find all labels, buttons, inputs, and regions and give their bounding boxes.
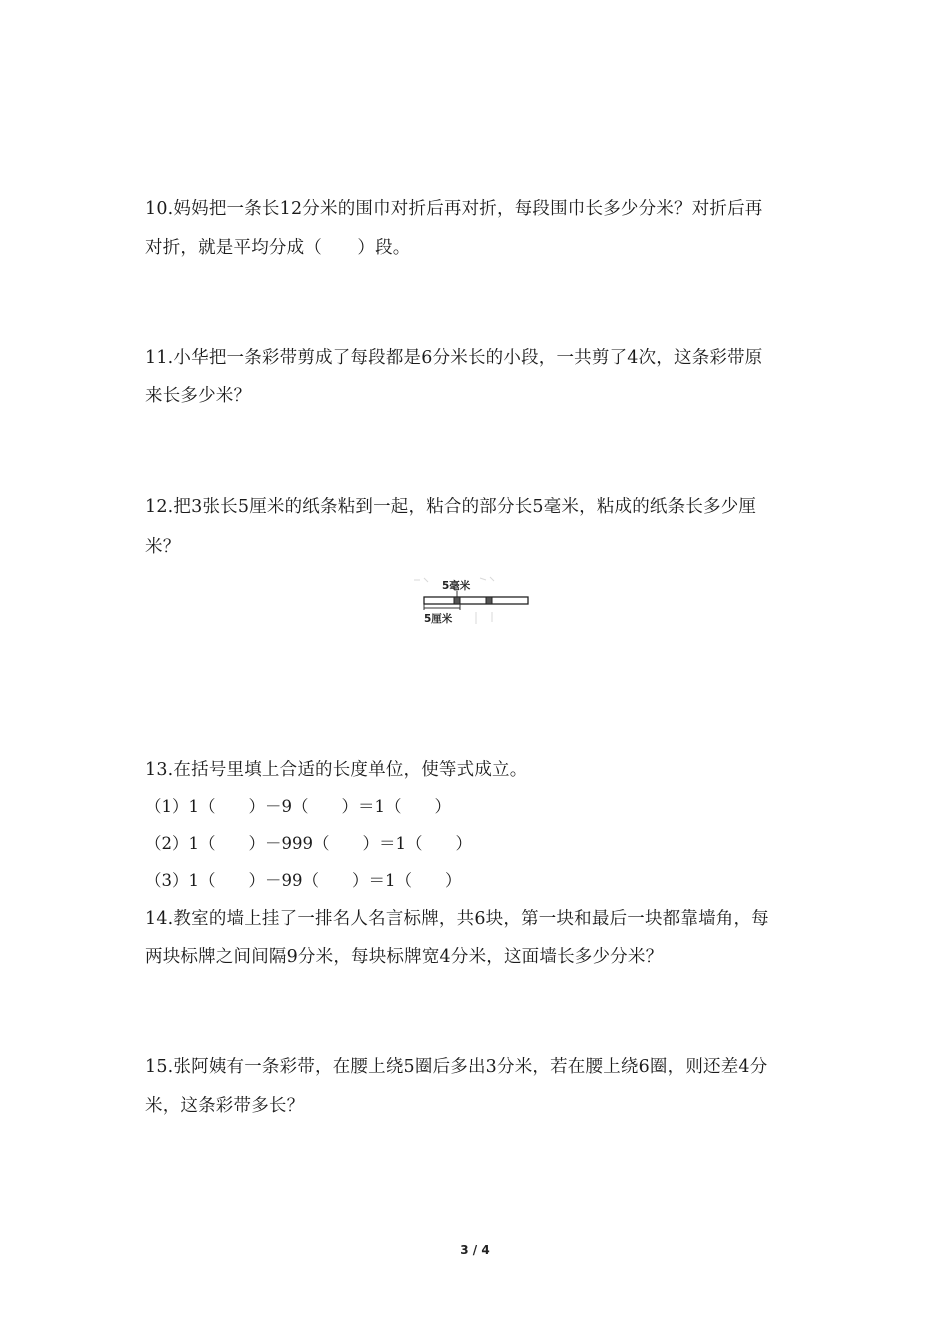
overlap-section-2 (486, 597, 492, 604)
question-14-line-2: 两块标牌之间间隔9分米，每块标牌宽4分米，这面墙长多少分米？ (145, 947, 664, 967)
paper-strip-diagram (410, 572, 540, 632)
question-10-line-2: 对折，就是平均分成（ ）段。 (145, 238, 411, 258)
question-11-line-2: 来长多少米？ (145, 386, 252, 406)
question-14-line-1: 14.教室的墙上挂了一排名人名言标牌，共6块，第一块和最后一块都靠墙角，每 (145, 909, 769, 929)
overlap-section-1 (454, 597, 460, 604)
strip-length-label: 5厘米 (424, 613, 453, 625)
question-12-line-1: 12.把3张长5厘米的纸条粘到一起，粘合的部分长5毫米，粘成的纸条长多少厘 (145, 497, 757, 517)
overlap-label: 5毫米 (442, 580, 471, 592)
question-11-line-1: 11.小华把一条彩带剪成了每段都是6分米长的小段，一共剪了4次，这条彩带原 (145, 348, 763, 368)
question-13-item-2: （2）1（ ）－999（ ）＝1（ ） (145, 834, 472, 853)
question-13-item-3: （3）1（ ）－99（ ）＝1（ ） (145, 871, 462, 890)
question-13-item-1: （1）1（ ）－9（ ）＝1（ ） (145, 797, 451, 816)
question-15-line-1: 15.张阿姨有一条彩带，在腰上绕5圈后多出3分米，若在腰上绕6圈，则还差4分 (145, 1057, 768, 1077)
paper-strip-svg (410, 572, 540, 632)
question-15-line-2: 米，这条彩带多长？ (145, 1096, 305, 1116)
page-number: 3 / 4 (460, 1243, 490, 1257)
joined-strip (424, 597, 528, 604)
question-10-line-1: 10.妈妈把一条长12分米的围巾对折后再对折，每段围巾长多少分米？对折后再 (145, 199, 763, 219)
question-12-line-2: 米？ (145, 537, 181, 557)
question-13-title: 13.在括号里填上合适的长度单位，使等式成立。 (145, 760, 528, 780)
